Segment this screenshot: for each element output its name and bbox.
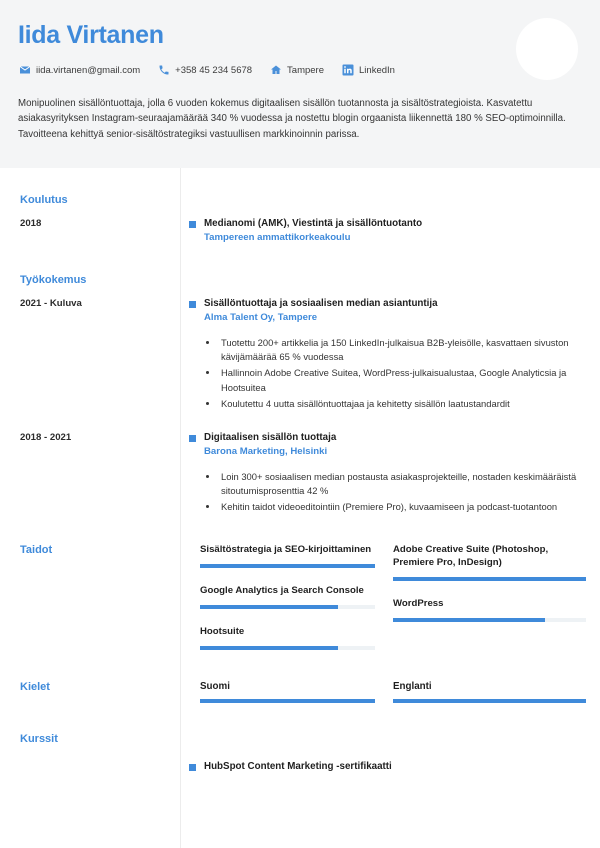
entry-subtitle: Tampereen ammattikorkeakoulu [204,232,351,244]
square-bullet-icon [189,221,196,228]
linkedin-icon [341,64,354,77]
courses-entry-0 [0,745,600,773]
skill-bar-fill [200,564,375,568]
square-bullet-icon [189,435,196,442]
square-bullet-icon [189,764,196,771]
section-skills [0,516,600,667]
entry-bullets [204,470,584,514]
contact-phone[interactable] [157,64,252,77]
marker-col [180,217,204,228]
contact-phone-label: +358 45 234 5678 [175,64,253,76]
section-label-languages: Kielet [20,681,50,694]
entry-subtitle: Alma Talent Oy, Tampere [204,312,318,324]
avatar [516,18,578,80]
section-courses [0,703,600,745]
contact-linkedin[interactable] [341,64,395,77]
table-row [180,431,600,516]
marker-col [180,297,204,308]
language-item [200,681,393,703]
experience-entry-1 [0,413,600,516]
list-item: • Hallinnoin Adobe Creative Suitea, WordPress-julkaisualustaa, Google Analyticsia ja Hootsuitea [219,366,584,394]
page-title: Iida Virtanen [18,21,164,49]
skill-bar-track [393,618,586,622]
section-label-experience: Työkokemus [20,274,87,287]
entry-title: Sisällöntuottaja ja sosiaalisen median asiantuntija [204,298,438,310]
home-icon [269,64,282,77]
skill-name: Hootsuite [200,626,245,638]
resume-header [0,0,600,168]
section-label-education: Koulutus [20,194,68,206]
skill-name: WordPress [393,598,444,610]
skill-bar-track [393,577,586,581]
phone-icon [157,64,170,77]
skill-bar-track [200,564,375,568]
languages-grid [180,681,600,703]
skill-item [393,598,586,622]
experience-entry-0 [0,286,600,413]
contact-location[interactable] [269,64,324,77]
skills-grid [180,544,600,667]
language-name: Suomi [200,681,230,693]
table-row [180,217,600,245]
entry-title: HubSpot Content Marketing -sertifikaatti [204,761,392,773]
education-entry-0 [0,206,600,245]
skill-item [200,544,375,568]
skill-item [200,626,375,650]
contact-location-label: Tampere [287,64,325,76]
list-item: • Kehitin taidot videoeditointiin (Premiere Pro), kuvaamiseen ja podcast-tuotantoon [219,500,584,514]
section-label-courses: Kurssit [20,733,58,746]
marker-col [180,431,204,442]
contact-email-label: iida.virtanen@gmail.com [36,64,141,76]
contact-email[interactable] [18,64,140,77]
skill-item [200,585,375,609]
skill-bar-fill [393,618,545,622]
skill-bar-track [200,646,375,650]
list-item: • Koulutettu 4 uutta sisällöntuottajaa ja kehitetty sisällön laatustandardit [219,397,584,411]
skill-bar-fill [393,577,586,581]
professional-summary: Monipuolinen sisällöntuottaja, jolla 6 vuoden kokemus digitaalisen sisällön tuotannosta ja sisältöstrategioista. Kasvatettu asiakasyrityksen Instagram-seuraajamäärää 340 % vuodessa ja nostettu blogin orgaanista liikennettä 180 % SEO-optimoinnilla. Tavoitteena kehittyä senior-sisältöstrategiksi vastuullisen markkinoinnin parissa. [18,97,566,140]
marker-col [180,760,204,771]
list-item: • Loin 300+ sosiaalisen median postausta asiakasprojekteille, nostaden keskimääräistä sitoutumisprosenttia 42 % [219,470,584,498]
skill-bar-track [200,605,375,609]
section-languages [0,667,600,703]
entry-date: 2021 - Kuluva [20,298,82,310]
skill-bar-fill [200,646,338,650]
contact-linkedin-label[interactable]: LinkedIn [359,64,395,76]
entry-subtitle: Barona Marketing, Helsinki [204,446,328,458]
table-row [180,297,600,413]
entry-title: Medianomi (AMK), Viestintä ja sisällöntuotanto [204,218,423,229]
entry-title: Digitaalisen sisällön tuottaja [204,431,337,443]
envelope-icon [18,64,31,77]
skills-column-left [200,544,393,667]
section-experience [0,245,600,286]
square-bullet-icon [189,301,196,308]
resume-body [0,168,600,848]
section-label-skills: Taidot [20,544,53,557]
skill-name: Google Analytics ja Search Console [200,585,364,597]
entry-date: 2018 [20,218,42,229]
skill-name: Adobe Creative Suite (Photoshop, Premiere Pro, InDesign) [393,544,549,569]
list-item: • Tuotettu 200+ artikkelia ja 150 LinkedIn-julkaisua B2B-yleisölle, kasvattaen sivuston kävijämäärää 65 % vuodessa [219,336,584,364]
skill-name: Sisältöstrategia ja SEO-kirjoittaminen [200,544,372,556]
language-item [393,681,586,703]
entry-bullets [204,336,584,411]
skill-item [393,544,586,581]
skill-bar-fill [200,605,338,609]
contact-row [18,64,582,77]
table-row [180,760,600,773]
skills-column-right [393,544,586,667]
entry-date: 2018 - 2021 [20,431,72,443]
language-name: Englanti [393,681,432,693]
section-education [0,168,600,206]
